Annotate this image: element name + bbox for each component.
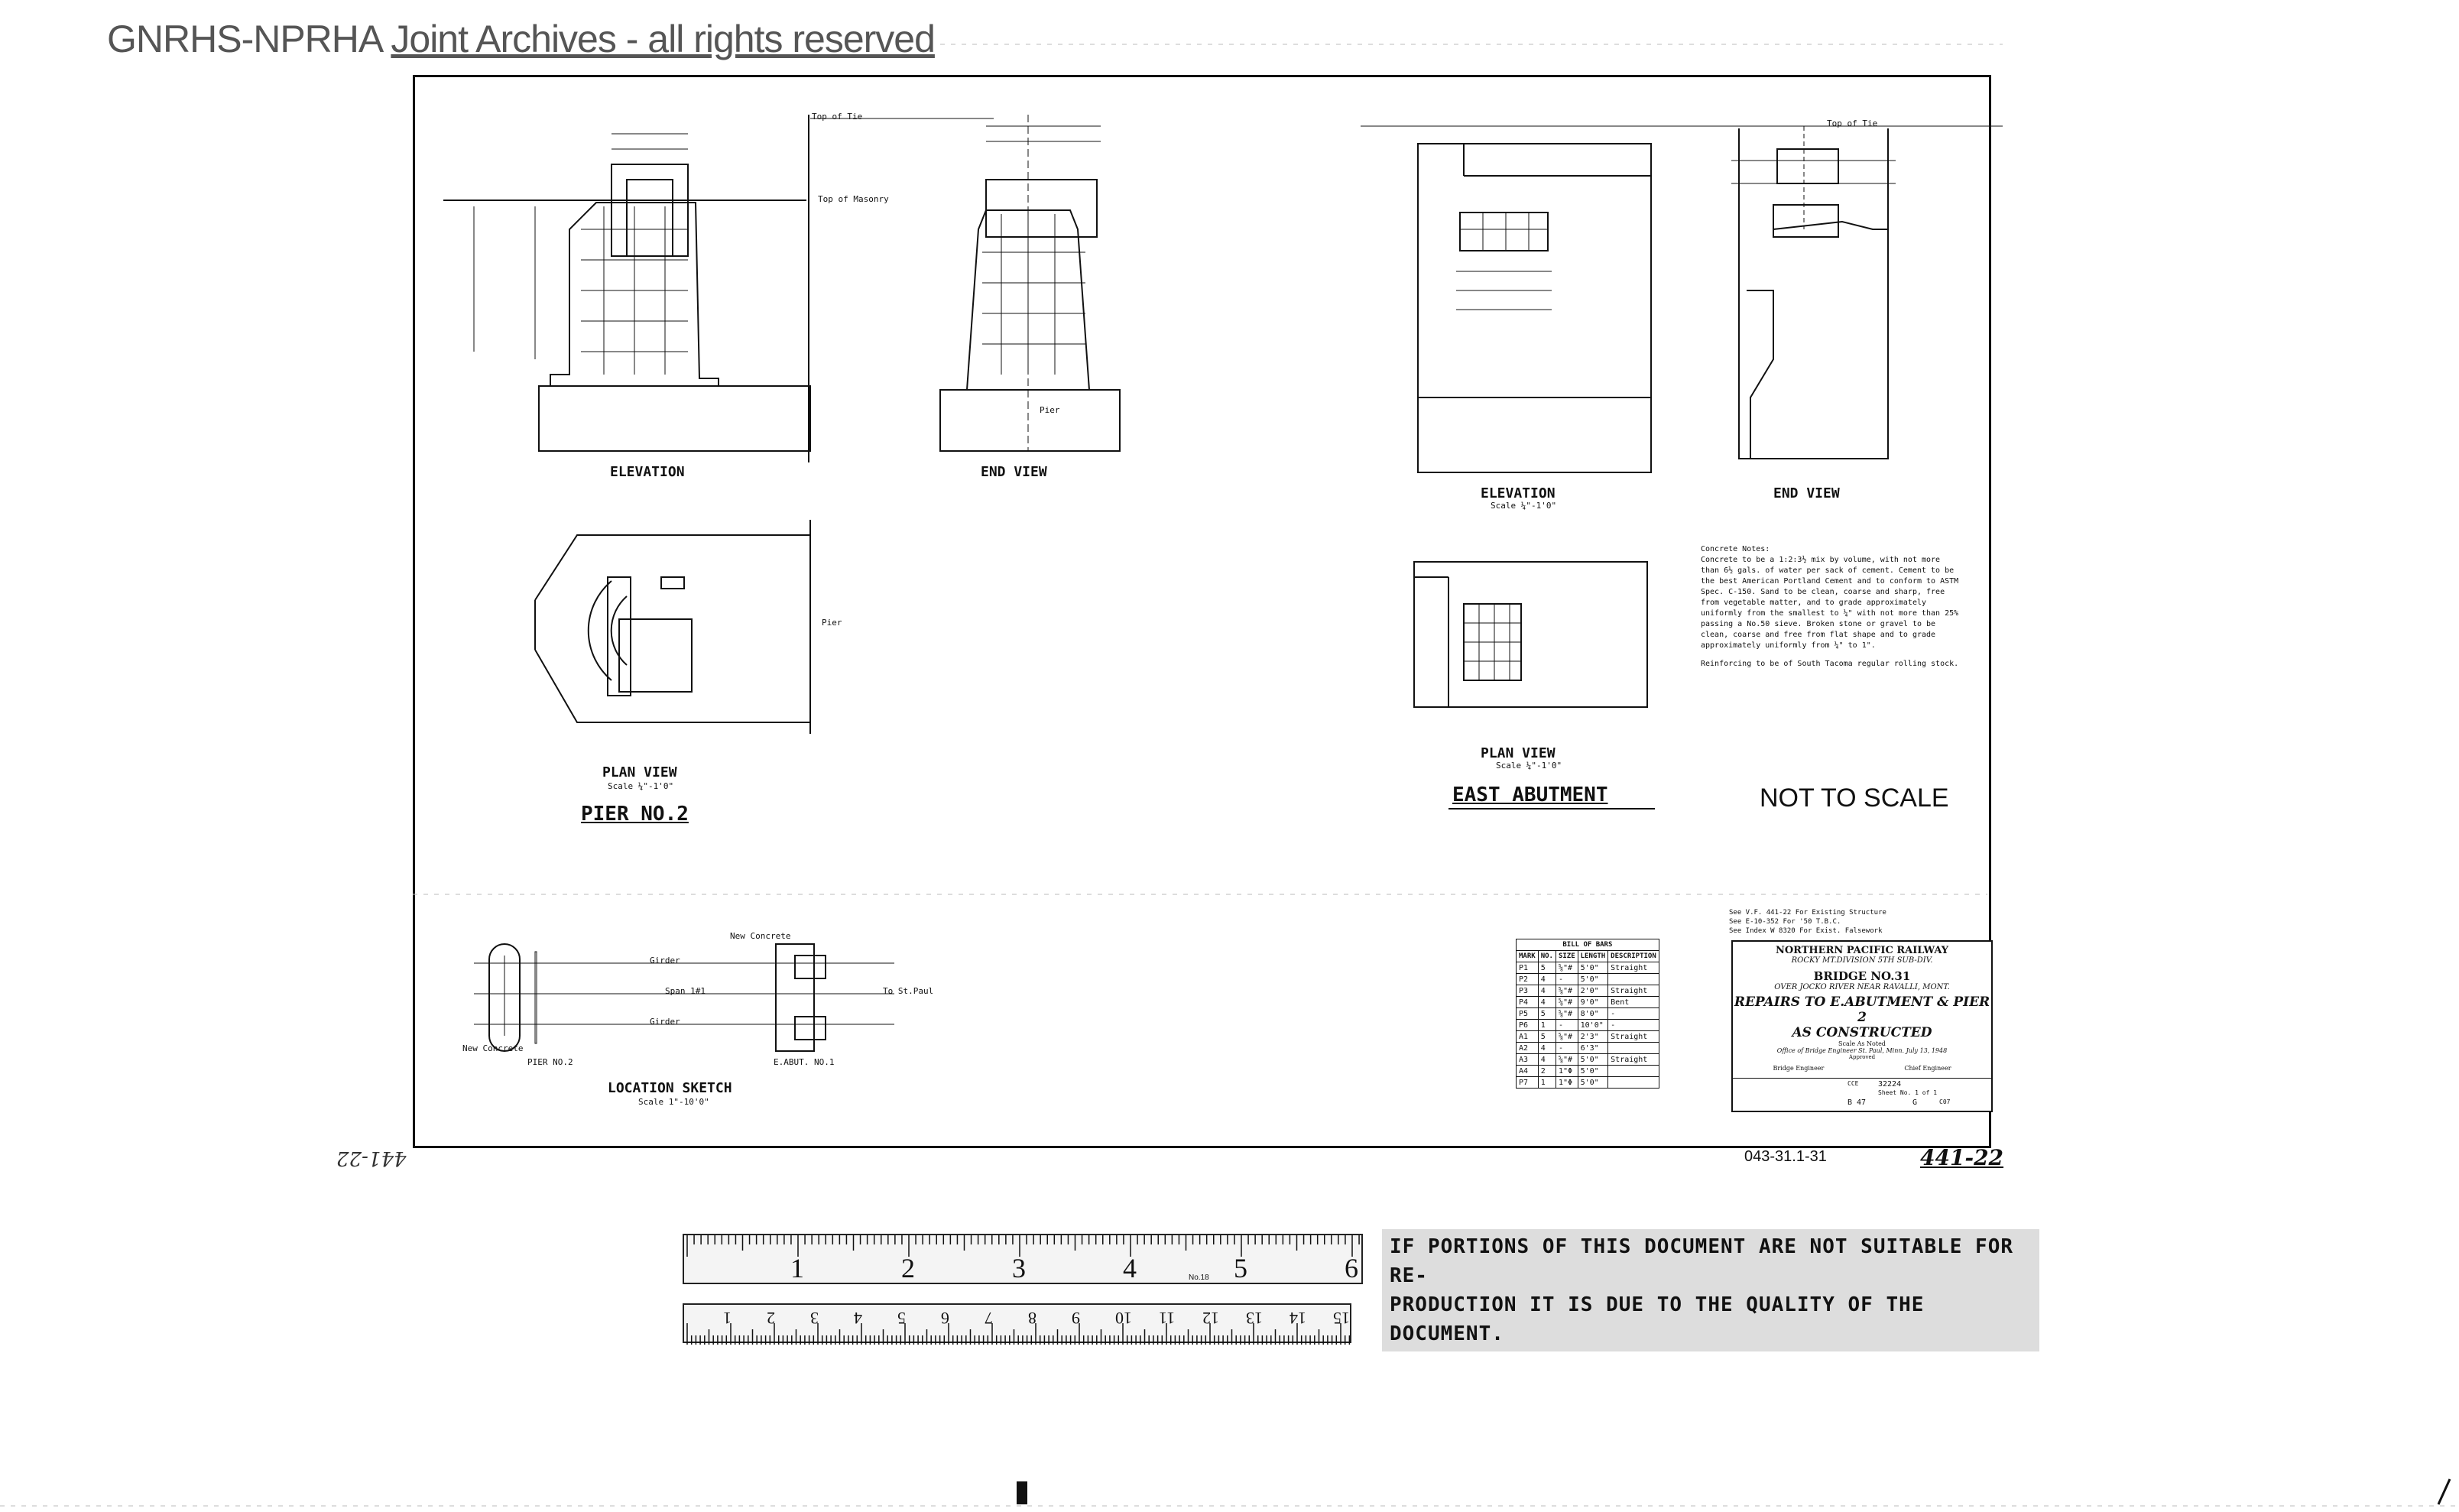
bars-cell: - xyxy=(1608,1020,1659,1031)
bars-cell xyxy=(1608,1043,1659,1054)
bars-row xyxy=(1517,1077,1659,1089)
ruler-label: 4 xyxy=(854,1309,862,1328)
bars-cell: Straight xyxy=(1608,962,1659,974)
location-to-st-paul: To St.Paul xyxy=(883,986,934,996)
ruler-label: 8 xyxy=(1028,1309,1036,1328)
bars-cell: 4 xyxy=(1538,1043,1556,1054)
bars-row xyxy=(1517,997,1659,1008)
stamp-line-2: PRODUCTION IT IS DUE TO THE QUALITY OF THE DOCUMENT. xyxy=(1390,1293,1925,1345)
pier-end-view-caption: END VIEW xyxy=(981,464,1047,480)
bars-cell: P2 xyxy=(1517,974,1539,985)
bars-cell: 5'0" xyxy=(1578,974,1608,985)
bars-cell: 8'0" xyxy=(1578,1008,1608,1020)
reference-line: See E-10-352 For '50 T.B.C. xyxy=(1729,918,1841,926)
cm-ruler xyxy=(683,1303,1351,1343)
bars-cell: 1 xyxy=(1538,1020,1556,1031)
pier-top-of-tie-label: Top of Tie xyxy=(812,112,863,122)
bars-header-description: DESCRIPTION xyxy=(1608,951,1659,962)
title-block-office: Office of Bridge Engineer St. Paul, Minn. July 13, 1948 xyxy=(1776,1047,1948,1054)
bars-header-mark: MARK xyxy=(1517,951,1539,962)
bars-cell: Straight xyxy=(1608,1031,1659,1043)
title-block-location: OVER JOCKO RIVER NEAR RAVALLI, MONT. xyxy=(1774,983,1950,991)
bars-table-body xyxy=(1517,962,1659,1089)
bars-cell: 2'0" xyxy=(1578,985,1608,997)
bars-cell: 1"Φ xyxy=(1556,1066,1578,1077)
bars-cell: A1 xyxy=(1517,1031,1539,1043)
concrete-notes-reinforcing: Reinforcing to be of South Tacoma regular rolling stock. xyxy=(1701,660,1959,668)
ruler-label: 1 xyxy=(723,1309,732,1328)
bars-cell: 4 xyxy=(1538,974,1556,985)
bars-cell: - xyxy=(1556,1043,1578,1054)
location-e-abut: E.ABUT. NO.1 xyxy=(774,1057,835,1067)
location-girder-bottom: Girder xyxy=(650,1017,680,1027)
location-girder-top: Girder xyxy=(650,956,680,965)
bars-cell: 2'3" xyxy=(1578,1031,1608,1043)
title-block-bridge: BRIDGE NO.31 xyxy=(1813,969,1911,983)
bars-header-size: SIZE xyxy=(1556,951,1578,962)
ruler-label: 6 xyxy=(941,1309,949,1328)
quality-disclaimer-stamp xyxy=(1382,1229,2039,1351)
title-block-misc2: C07 xyxy=(1939,1098,1951,1105)
bars-cell: A3 xyxy=(1517,1054,1539,1066)
abut-plan-view-caption: PLAN VIEW xyxy=(1481,745,1556,761)
title-block-approved: Approved xyxy=(1848,1054,1876,1060)
bars-row xyxy=(1517,962,1659,974)
bars-cell: P1 xyxy=(1517,962,1539,974)
bars-cell: 2 xyxy=(1538,1066,1556,1077)
bars-cell: Bent xyxy=(1608,997,1659,1008)
bars-cell: 5 xyxy=(1538,1031,1556,1043)
title-block-chief-engineer: Chief Engineer xyxy=(1904,1065,1951,1072)
bars-row xyxy=(1517,974,1659,985)
title-block-line2: AS CONSTRUCTED xyxy=(1792,1025,1932,1040)
title-block-railway: NORTHERN PACIFIC RAILWAY xyxy=(1775,945,1949,956)
abut-end-view-caption: END VIEW xyxy=(1773,485,1840,501)
title-block-sheet: Sheet No. 1 of 1 xyxy=(1878,1089,1938,1096)
bars-row xyxy=(1517,1020,1659,1031)
abut-elevation-caption: ELEVATION xyxy=(1481,485,1556,501)
title-block-index-area xyxy=(1733,1078,1991,1111)
title-block xyxy=(1731,940,1993,1112)
watermark-prefix: GNRHS-NPRHA xyxy=(107,18,381,60)
bars-row xyxy=(1517,1008,1659,1020)
ruler-label: 2 xyxy=(901,1253,915,1283)
ruler-label: 10 xyxy=(1115,1309,1132,1328)
handwritten-number: 441-22 xyxy=(1920,1145,2004,1170)
bars-cell: A4 xyxy=(1517,1066,1539,1077)
bars-row xyxy=(1517,1043,1659,1054)
title-block-bridge-engineer: Bridge Engineer xyxy=(1773,1065,1825,1072)
bars-cell: ⅝"# xyxy=(1556,1008,1578,1020)
ruler-label: 5 xyxy=(1234,1253,1247,1283)
title-block-signatures xyxy=(1733,1065,1991,1072)
bars-cell: 6'3" xyxy=(1578,1043,1608,1054)
location-span: Span 1#1 xyxy=(665,986,706,996)
bars-cell: A2 xyxy=(1517,1043,1539,1054)
bars-cell: - xyxy=(1556,974,1578,985)
ruler-label: 13 xyxy=(1246,1309,1263,1328)
bars-cell: P5 xyxy=(1517,1008,1539,1020)
bars-cell: 4 xyxy=(1538,997,1556,1008)
bars-cell xyxy=(1608,974,1659,985)
bill-of-bars-title: BILL OF BARS xyxy=(1517,939,1659,951)
bars-row xyxy=(1517,1031,1659,1043)
bars-header-no: NO. xyxy=(1538,951,1556,962)
bars-cell: Straight xyxy=(1608,1054,1659,1066)
ruler-label: 12 xyxy=(1202,1309,1219,1328)
reference-line: See V.F. 441-22 For Existing Structure xyxy=(1729,909,1886,917)
title-block-index-no: 32224 xyxy=(1878,1080,1902,1089)
bars-cell: ⅝"# xyxy=(1556,985,1578,997)
bars-cell: 9'0" xyxy=(1578,997,1608,1008)
bars-cell: 5'0" xyxy=(1578,1066,1608,1077)
bars-cell: ⅝"# xyxy=(1556,962,1578,974)
location-pier-no2: PIER NO.2 xyxy=(527,1057,573,1067)
bars-cell: P3 xyxy=(1517,985,1539,997)
bars-cell: 5'0" xyxy=(1578,962,1608,974)
pier-plan-centerline: Pier xyxy=(822,618,842,628)
concrete-notes-body: Concrete to be a 1:2:3½ mix by volume, with not more than 6½ gals. of water per sack of cement. Cement to be the best American Portland Cement and to conform to ASTM Spec. C-150. Sand to be clean, coarse and sharp, free from vegetable matter, and to grade approximately uniformly from the smallest to ¼" with not more than 25% passing a No.50 sieve. Broken stone or gravel to be clean, coarse and free from flat shape and to grade approximately uniformly from ¼" to 1". xyxy=(1701,556,1959,650)
bars-cell: 5 xyxy=(1538,1008,1556,1020)
abut-top-of-tie-label: Top of Tie xyxy=(1827,118,1878,128)
pier-plan-view-caption: PLAN VIEW xyxy=(602,764,677,780)
margin-number: 441-22 xyxy=(336,1147,407,1170)
pier-no2-title: PIER NO.2 xyxy=(581,803,689,826)
stamp-line-1: IF PORTIONS OF THIS DOCUMENT ARE NOT SUITABLE FOR RE- xyxy=(1390,1235,2014,1287)
bars-cell xyxy=(1608,1066,1659,1077)
bars-cell xyxy=(1608,1077,1659,1089)
bars-cell: - xyxy=(1556,1020,1578,1031)
reference-line: See Index W 8320 For Exist. Falsework xyxy=(1729,927,1883,935)
bars-cell: 1"Φ xyxy=(1556,1077,1578,1089)
bars-cell: ⅝"# xyxy=(1556,997,1578,1008)
location-sketch-scale: Scale 1"-10'0" xyxy=(638,1097,709,1107)
bars-header-length: LENGTH xyxy=(1578,951,1608,962)
ruler-label: 4 xyxy=(1123,1253,1137,1283)
bars-row xyxy=(1517,1054,1659,1066)
location-new-concrete-left: New Concrete xyxy=(462,1043,524,1053)
reference-notes xyxy=(1729,908,1886,936)
inch-ruler xyxy=(683,1234,1363,1284)
ruler-label: 3 xyxy=(1012,1253,1026,1283)
ruler-label: 2 xyxy=(767,1309,775,1328)
bars-cell: Straight xyxy=(1608,985,1659,997)
east-abutment-title: EAST ABUTMENT xyxy=(1452,784,1608,806)
bars-cell: - xyxy=(1608,1008,1659,1020)
bars-row xyxy=(1517,1066,1659,1077)
title-block-division: ROCKY MT.DIVISION 5TH SUB-DIV. xyxy=(1791,956,1933,965)
ruler-label: 3 xyxy=(810,1309,819,1328)
bill-of-bars xyxy=(1516,939,1659,1089)
ruler-label: 6 xyxy=(1345,1253,1358,1283)
title-block-line1: REPAIRS TO E.ABUTMENT & PIER 2 xyxy=(1734,994,1990,1025)
pier-top-of-masonry-label: Top of Masonry xyxy=(818,194,889,204)
bars-row xyxy=(1517,985,1659,997)
title-block-file: B 47 xyxy=(1847,1098,1867,1107)
ruler-label: 9 xyxy=(1072,1309,1080,1328)
ruler-maker-label: No.18 xyxy=(1189,1274,1209,1282)
title-block-misc1: CCE xyxy=(1847,1080,1859,1087)
bars-cell: 5 xyxy=(1538,962,1556,974)
concrete-notes-heading: Concrete Notes: xyxy=(1701,545,1770,553)
ruler-label: 1 xyxy=(790,1253,804,1283)
bars-cell: 10'0" xyxy=(1578,1020,1608,1031)
location-sketch-caption: LOCATION SKETCH xyxy=(608,1080,732,1096)
bars-cell: 5'0" xyxy=(1578,1077,1608,1089)
bars-cell: P4 xyxy=(1517,997,1539,1008)
abut-elevation-scale: Scale ¼"-1'0" xyxy=(1491,501,1557,511)
pier-centerline-label: Pier xyxy=(1040,405,1060,415)
ruler-label: 14 xyxy=(1290,1309,1306,1328)
ruler-label: 5 xyxy=(897,1309,906,1328)
bars-cell: 1 xyxy=(1538,1077,1556,1089)
bars-cell: ⅝"# xyxy=(1556,1031,1578,1043)
drawing-number: 043-31.1-31 xyxy=(1744,1148,1827,1165)
not-to-scale-label: NOT TO SCALE xyxy=(1760,784,1949,813)
bars-cell: P7 xyxy=(1517,1077,1539,1089)
title-block-scale: Scale As Noted xyxy=(1838,1040,1886,1047)
ruler-label: 15 xyxy=(1333,1309,1350,1328)
bars-cell: 5'0" xyxy=(1578,1054,1608,1066)
ruler-label: 11 xyxy=(1159,1309,1176,1328)
concrete-notes xyxy=(1701,544,1961,670)
abut-plan-scale: Scale ¼"-1'0" xyxy=(1496,761,1562,771)
title-block-sub: G xyxy=(1912,1098,1918,1107)
watermark-rest: Joint Archives - all rights reserved xyxy=(391,18,935,60)
bars-cell: 4 xyxy=(1538,985,1556,997)
bars-cell: ⅝"# xyxy=(1556,1054,1578,1066)
bars-cell: 4 xyxy=(1538,1054,1556,1066)
pier-elevation-caption: ELEVATION xyxy=(610,464,685,480)
ruler-label: 7 xyxy=(985,1309,993,1328)
pier-plan-scale: Scale ¼"-1'0" xyxy=(608,781,674,791)
bars-cell: P6 xyxy=(1517,1020,1539,1031)
location-new-concrete-top: New Concrete xyxy=(730,931,791,941)
